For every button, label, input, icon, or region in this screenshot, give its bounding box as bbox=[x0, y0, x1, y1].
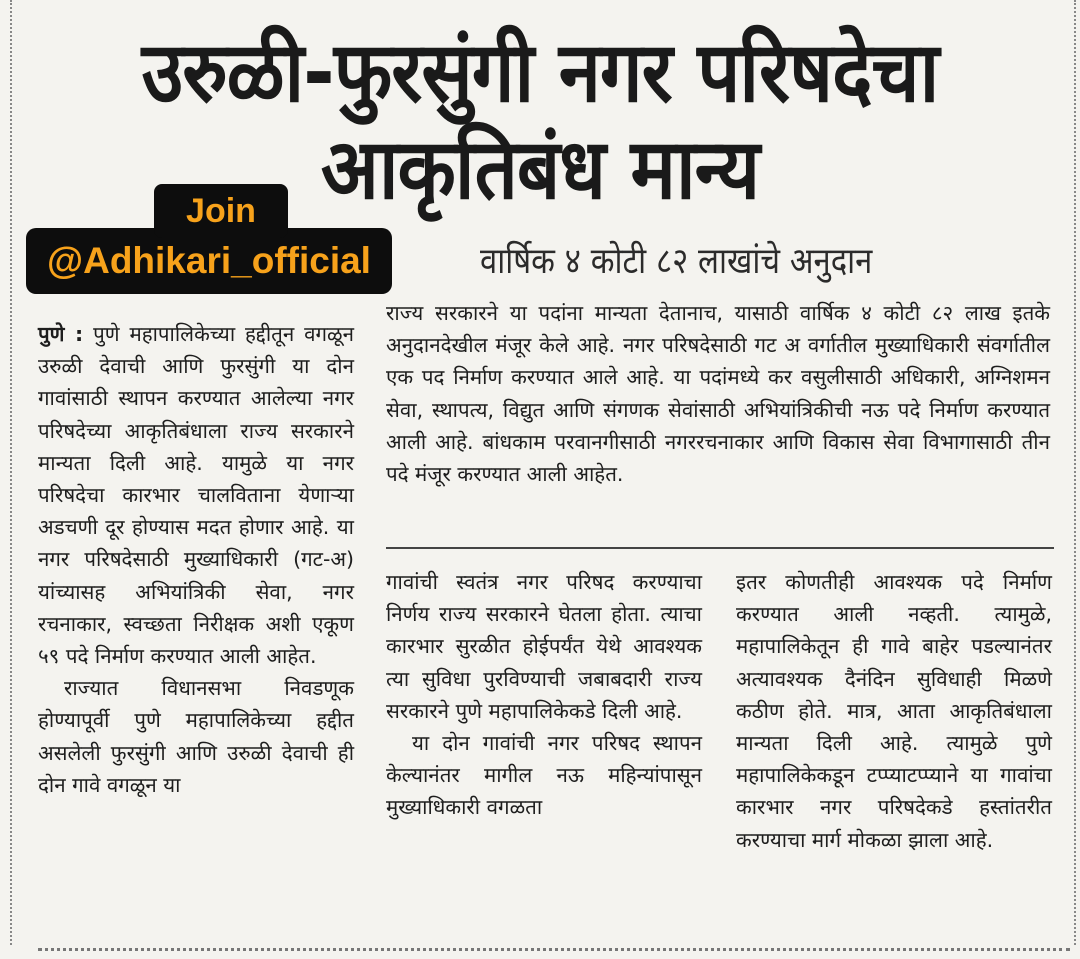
dateline: पुणे : bbox=[38, 322, 84, 346]
article-paragraph: या दोन गावांची नगर परिषद स्थापन केल्यानंतर मागील नऊ महिन्यांपासून मुख्याधिकारी वगळता bbox=[386, 731, 702, 820]
article-column-left bbox=[38, 318, 354, 801]
left-dotted-border bbox=[10, 0, 12, 945]
article-paragraph: राज्य सरकारने या पदांना मान्यता देतानाच, यासाठी वार्षिक ४ कोटी ८२ लाख इतके अनुदानदेखील मंजूर केले आहे. नगर परिषदेसाठी गट अ वर्गातील मुख्याधिकारी संवर्गातील एक पद निर्माण करण्यात आले आहे. या पदांमध्ये कर वसुलीसाठी अधिकारी, अग्निशमन सेवा, स्थापत्य, विद्युत आणि संगणक सेवांसाठी अभियांत्रिकीची नऊ पदे निर्माण करण्यात आली आहे. बांधकाम परवानगीसाठी नगररचनाकार आणि विकास सेवा विभागासाठी तीन पदे मंजूर करण्यात आली आहेत. bbox=[386, 301, 1050, 487]
paragraph-text: पुणे महापालिकेच्या हद्दीतून वगळून उरुळी देवाची आणि फुरसुंगी या दोन गावांसाठी स्थापन करण्यात आलेल्या नगर परिषदेच्या आकृतिबंधाला राज्य सरकारने मान्यता दिली आहे. यामुळे या नगर परिषदेचा कारभार चालविताना येणाऱ्या अडचणी दूर होण्यास मदत होणार आहे. या नगर परिषदेसाठी मुख्याधिकारी (गट-अ) यांच्यासह अभियांत्रिकी सेवा, नगर रचनाकार, स्वच्छता निरीक्षक अशी एकूण ५९ पदे निर्माण करण्यात आली आहेत. bbox=[38, 322, 354, 669]
article-paragraph: राज्यात विधानसभा निवडणूक होण्यापूर्वी पुणे महापालिकेच्या हद्दीत असलेली फुरसुंगी आणि उरुळी देवाची ही दोन गावे वगळून या bbox=[38, 676, 354, 797]
subheadline: वार्षिक ४ कोटी ८२ लाखांचे अनुदान bbox=[480, 241, 873, 282]
watermark-handle: @Adhikari_official bbox=[26, 228, 392, 294]
section-divider bbox=[386, 547, 1054, 549]
article-paragraph: गावांची स्वतंत्र नगर परिषद करण्याचा निर्णय राज्य सरकारने घेतला होता. त्याचा कारभार सुरळीत होईपर्यंत येथे आवश्यक त्या सुविधा पुरविण्याची जबाबदारी राज्य सरकारने पुणे महापालिकेकडे दिली आहे. bbox=[386, 570, 702, 723]
article-column-middle bbox=[386, 566, 702, 824]
article-paragraph: इतर कोणतीही आवश्यक पदे निर्माण करण्यात आली नव्हती. त्यामुळे, महापालिकेतून ही गावे बाहेर पडल्यानंतर अत्यावश्यक दैनंदिन सुविधाही मिळणे कठीण होते. मात्र, आता आकृतिबंधाला मान्यता दिली आहे. त्यामुळे पुणे महापालिकेकडून टप्प्याटप्प्याने या गावांचा कारभार नगर परिषदेकडे हस्तांतरीत करण्याचा मार्ग मोकळा झाला आहे. bbox=[736, 570, 1052, 852]
watermark-join: Join bbox=[154, 184, 288, 238]
headline-line-2: आकृतिबंध मान्य bbox=[320, 119, 760, 218]
article-column-right bbox=[736, 566, 1052, 856]
article-paragraph bbox=[38, 318, 354, 672]
bottom-dotted-border bbox=[38, 948, 1070, 951]
article-column-top bbox=[386, 297, 1050, 490]
headline-line-1: उरुळी-फुरसुंगी नगर परिषदेचा bbox=[141, 22, 939, 121]
watermark-badge bbox=[26, 184, 392, 297]
right-dotted-border bbox=[1074, 0, 1076, 945]
